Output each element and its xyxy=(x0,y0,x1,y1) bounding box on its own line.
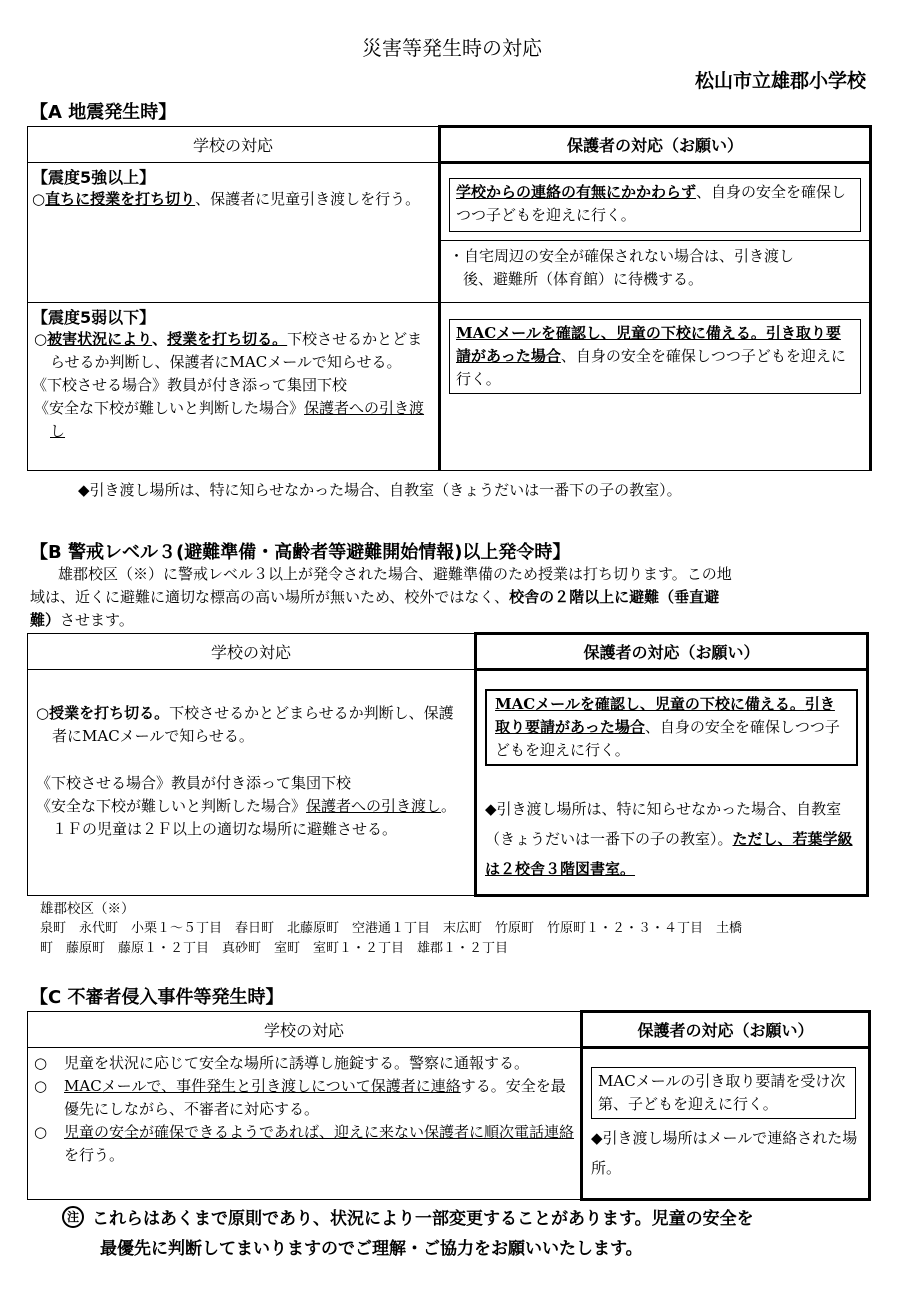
a-col-school: 学校の対応 xyxy=(28,127,440,163)
closing-text xyxy=(92,1204,754,1264)
c-item-1-text: 児童を状況に応じて安全な場所に誘導し施錠する。警察に通報する。 xyxy=(64,1054,530,1072)
a-r1-parent xyxy=(440,163,871,303)
a-r2-parent xyxy=(440,303,871,471)
section-b-heading: 【B 警戒レベル３(避難準備・高齢者等避難開始情報)以上発令時】 xyxy=(30,542,571,563)
a-r2-text xyxy=(32,328,434,374)
c-parent-note: ◆引き渡し場所はメールで連絡された場所。 xyxy=(591,1129,858,1177)
c-item-3 xyxy=(34,1121,574,1167)
a-r1-parent-rest: 、自身の安全を確保しつつ子どもを迎えに行く。 xyxy=(456,183,847,224)
c-item-3-mark: ○ xyxy=(34,1123,48,1141)
a-footnote: ◆引き渡し場所は、特に知らせなかった場合、自教室（きょうだいは一番下の子の教室）。 xyxy=(78,481,682,499)
b-intro-2-pre: 域は、近くに避難に適切な標高の高い場所が無いため、校外ではなく、 xyxy=(30,588,510,606)
b-rest: 下校させるかとどまらせるか判断し、保護者にMACメールで知らせる。 xyxy=(52,704,454,745)
b-case2 xyxy=(36,795,466,841)
district-line-2: 町 藤原町 藤原１・２丁目 真砂町 室町 室町１・２丁目 雄郡１・２丁目 xyxy=(40,941,509,956)
closing-line-2: 最優先に判断してまいりますのでご理解・ご協力をお願いいたします。 xyxy=(100,1239,643,1259)
c-col-school: 学校の対応 xyxy=(28,1012,582,1048)
a-r2-school xyxy=(28,303,440,471)
a-r2-u1: 被害状況により xyxy=(47,330,153,348)
b-mark: ○ xyxy=(36,704,50,722)
c-item-2-text xyxy=(64,1075,574,1121)
b-col-parent: 保護者の対応（お願い） xyxy=(476,634,868,670)
a-r1-parent-u: 学校からの連絡の有無にかかわらず xyxy=(456,183,697,201)
b-intro-3-rest: させます。 xyxy=(60,611,134,629)
c-col-parent: 保護者の対応（お願い） xyxy=(582,1012,870,1048)
b-school xyxy=(28,670,476,896)
a-r1-school xyxy=(28,163,440,303)
b-school-text xyxy=(36,702,466,748)
c-item-2-mark: ○ xyxy=(34,1077,48,1095)
school-name: 松山市立雄郡小学校 xyxy=(694,70,866,92)
a-r2-m1: 、 xyxy=(152,330,168,348)
section-b-table xyxy=(27,632,869,897)
section-c-heading: 【C 不審者侵入事件等発生時】 xyxy=(30,987,284,1008)
b-note-u: ただし、若葉学級は２校舎３階図書室。 xyxy=(485,830,853,878)
c-item-2-u: MACメールで、事件発生と引き渡しについて保護者に連絡 xyxy=(64,1077,461,1095)
b-parent-u1: MACメールを確認し、児童の下校に備える。 xyxy=(495,695,805,713)
b-intro-2 xyxy=(30,586,868,609)
a-r2-rest: 下校させるかとどまらせるか判断し、保護者にMACメールで知らせる。 xyxy=(50,330,423,371)
page-title: 災害等発生時の対応 xyxy=(362,36,542,60)
a-r1-u: 直ちに授業を打ち切り xyxy=(45,190,196,208)
c-parent-box: MACメールの引き取り要請を受け次第、子どもを迎えに行く。 xyxy=(591,1067,856,1119)
a-r2-level: 【震度5弱以下】 xyxy=(32,308,156,327)
district-line-1: 泉町 永代町 小栗１～５丁目 春日町 北藤原町 空港通１丁目 末広町 竹原町 竹原町１・２・３・４丁目 土橋 xyxy=(40,921,743,936)
b-intro-1: 雄郡校区（※）に警戒レベル３以上が発令された場合、避難準備のため授業は打ち切ります。この地 xyxy=(58,565,732,583)
note-mark: 注 xyxy=(62,1206,84,1228)
a-r1-note-2: 後、避難所（体育館）に待機する。 xyxy=(463,270,704,288)
c-item-2-rest: する。安全を最優先にしながら、不審者に対応する。 xyxy=(64,1077,566,1118)
b-intro xyxy=(30,563,868,632)
c-item-3-u: 児童の安全が確保できるようであれば、迎えに来ない保護者に順次電話連絡 xyxy=(64,1123,575,1141)
c-item-3-text xyxy=(64,1121,574,1167)
a-r2-case2-pre: 《安全な下校が難しいと判断した場合》 xyxy=(34,399,305,417)
a-r2-case2-u: 保護者への引き渡し xyxy=(50,399,425,440)
b-parent xyxy=(476,670,868,896)
b-case1: 《下校させる場合》教員が付き添って集団下校 xyxy=(36,774,352,792)
a-r1-note xyxy=(441,240,869,295)
a-r2-case2 xyxy=(32,397,434,443)
b-col-school: 学校の対応 xyxy=(28,634,476,670)
c-item-1-mark: ○ xyxy=(34,1054,48,1072)
b-parent-box xyxy=(485,689,858,766)
a-r2-b1: 授業を打ち切る。 xyxy=(167,330,288,348)
b-intro-3 xyxy=(30,609,868,632)
a-r2-case1: 《下校させる場合》教員が付き添って集団下校 xyxy=(32,376,348,394)
c-item-3-rest: を行う。 xyxy=(64,1146,125,1164)
a-r1-rest: 、保護者に児童引き渡しを行う。 xyxy=(195,190,421,208)
section-a-table xyxy=(27,125,872,471)
b-parent-note xyxy=(477,766,866,884)
a-r2-parent-box xyxy=(449,319,861,394)
b-intro-3-b: 難） xyxy=(30,611,61,629)
closing-line-1: これらはあくまで原則であり、状況により一部変更することがあります。児童の安全を xyxy=(92,1209,754,1229)
c-parent xyxy=(582,1048,870,1200)
a-r1-mark: ○ xyxy=(32,190,46,208)
c-item-2 xyxy=(34,1075,574,1121)
b-case2-u: 保護者への引き渡し xyxy=(306,797,442,815)
section-a-heading: 【A 地震発生時】 xyxy=(30,102,177,123)
b-note-pre: ◆引き渡し場所は、特に知らせなかった場合、自教室（きょうだいは一番下の子の教室）。 xyxy=(485,800,842,848)
b-bold: 授業を打ち切る。 xyxy=(49,704,170,722)
b-parent-rest: 、自身の安全を確保しつつ子どもを迎えに行く。 xyxy=(495,718,840,759)
b-case2-pre: 《安全な下校が難しいと判断した場合》 xyxy=(36,797,307,815)
a-r2-parent-u: MACメールを確認し、児童の下校に備える。引き取り要請があった場合 xyxy=(456,324,841,365)
c-school xyxy=(28,1048,582,1200)
a-r2-parent-rest: 、自身の安全を確保しつつ子どもを迎えに行く。 xyxy=(456,347,846,388)
a-r1-note-1: ・自宅周辺の安全が確保されない場合は、引き渡し xyxy=(449,247,795,265)
a-r1-level: 【震度5強以上】 xyxy=(32,168,156,187)
b-parent-u2: 引き取り要請があった場合 xyxy=(495,695,835,736)
c-item-1 xyxy=(34,1052,574,1075)
b-intro-2-b: 校舎の２階以上に避難（垂直避 xyxy=(509,588,720,606)
district-title: 雄郡校区（※） xyxy=(40,901,135,917)
a-r1-parent-box xyxy=(449,178,861,232)
a-r1-text xyxy=(32,188,434,211)
section-c-table xyxy=(27,1010,871,1201)
b-case2-rest: 。１Ｆの児童は２Ｆ以上の適切な場所に避難させる。 xyxy=(52,797,457,838)
a-col-parent: 保護者の対応（お願い） xyxy=(440,127,871,163)
a-r2-mark: ○ xyxy=(34,330,48,348)
